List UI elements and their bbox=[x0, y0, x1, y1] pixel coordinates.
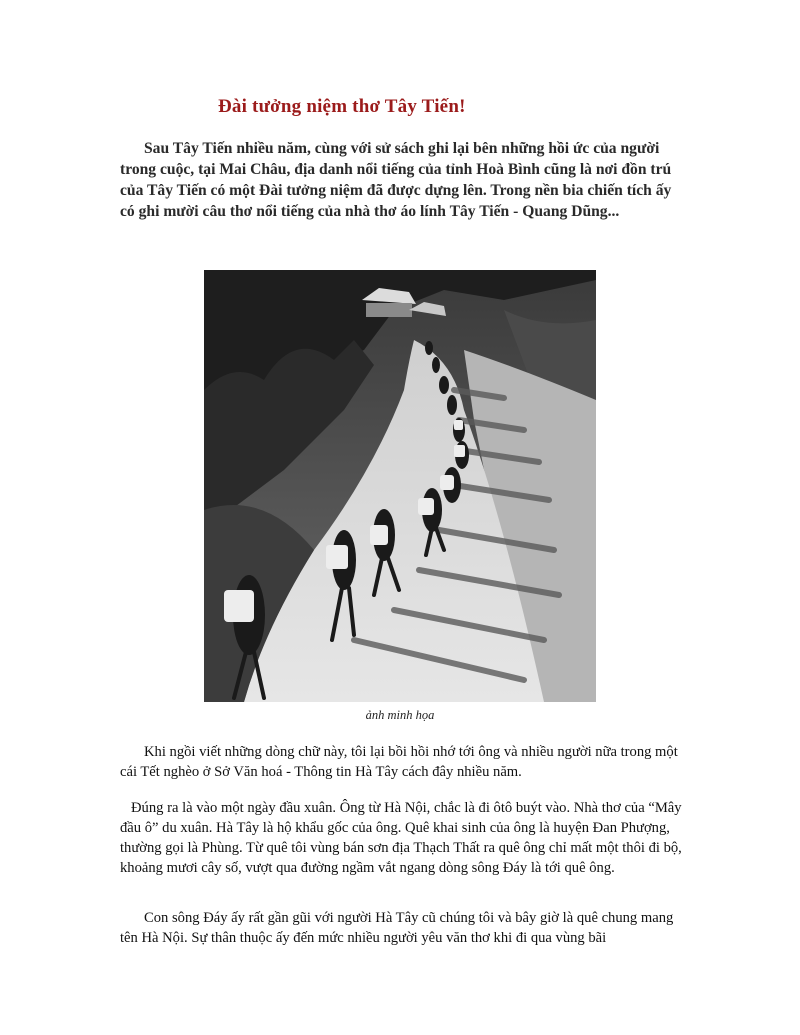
article-intro: Sau Tây Tiến nhiều năm, cùng với sử sách ghi lại bên những hồi ức của người trong cuộc, tại Mai Châu, địa danh nổi tiếng của tỉnh Hoà Bình cũng là nơi đồn trú của Tây Tiến có một Đài tưởng niệm đã được dựng lên. Trong nền bia chiến tích ấy có ghi mười câu thơ nổi tiếng của nhà thơ áo lính Tây Tiến - Quang Dũng... bbox=[120, 140, 672, 220]
paragraph-2: Đúng ra là vào một ngày đầu xuân. Ông từ Hà Nội, chắc là đi ôtô buýt vào. Nhà thơ của “Mây đầu ô” du xuân. Hà Tây là hộ khẩu gốc của ông. Quê khai sinh của ông là huyện Đan Phượng, thường gọi là Phùng. Từ quê tôi vùng bán sơn địa Thạch Thất ra quê ông chỉ mất một thôi đi bộ, khoảng mươi cây số, vượt qua đường ngầm vắt ngang dòng sông Đáy là tới quê ông. bbox=[120, 800, 682, 876]
paragraph-3: Con sông Đáy ấy rất gần gũi với người Hà Tây cũ chúng tôi và bây giờ là quê chung mang tên Hà Nội. Sự thân thuộc ấy đến mức nhiều người yêu văn thơ khi đi qua vùng bãi bbox=[120, 910, 674, 946]
photo-caption: ảnh minh họa bbox=[365, 708, 435, 722]
article-title: Đài tưởng niệm thơ Tây Tiến! bbox=[218, 96, 466, 117]
illustration-photo bbox=[204, 270, 596, 702]
soldiers-marching-photo-icon bbox=[204, 270, 596, 702]
paragraph-1: Khi ngồi viết những dòng chữ này, tôi lại bồi hồi nhớ tới ông và nhiều người nữa trong một cái Tết nghèo ở Sở Văn hoá - Thông tin Hà Tây cách đây nhiều năm. bbox=[120, 744, 678, 780]
